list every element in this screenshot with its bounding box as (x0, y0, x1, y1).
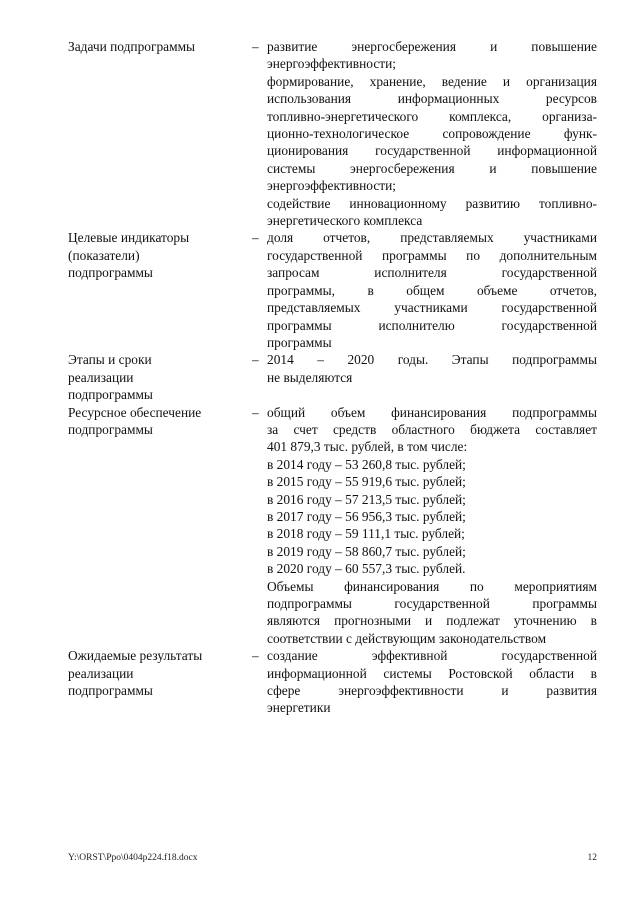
passport-row (68, 351, 598, 403)
row-dash: – (252, 39, 259, 54)
content-line: в 2016 году – 57 213,5 тыс. рублей; (267, 491, 466, 507)
content-line: не выделяются (267, 369, 353, 385)
row-label (68, 229, 252, 281)
content-line: формирование, хранение, ведение и организация (267, 73, 597, 89)
content-line: в 2018 году – 59 111,1 тыс. рублей; (267, 526, 465, 542)
content-line: системы энергосбережения и повышение (267, 160, 597, 176)
content-line: за счет средств областного бюджета составляет (267, 421, 597, 437)
passport-row (68, 404, 598, 648)
row-label-line: Ресурсное обеспечение (68, 404, 202, 420)
content-line: в 2020 году – 60 557,3 тыс. рублей. (267, 561, 466, 577)
row-label (68, 38, 252, 55)
content-line: общий объем финансирования подпрограммы (267, 404, 597, 420)
row-label-line: Этапы и сроки (68, 352, 152, 368)
content-line: энергетического комплекса (267, 213, 423, 229)
row-dash: – (252, 404, 259, 420)
row-label (68, 351, 252, 403)
content-line: 401 879,3 тыс. рублей, в том числе: (267, 439, 468, 455)
row-label-line: подпрограммы (68, 683, 153, 699)
row-label-line: Задачи подпрограммы (68, 39, 196, 54)
content-line: 2014 – 2020 годы. Этапы подпрограммы (267, 352, 597, 368)
content-line: программы, в общем объеме отчетов, (267, 282, 597, 298)
content-line: в 2019 году – 58 860,7 тыс. рублей; (267, 543, 466, 559)
row-label (68, 647, 252, 699)
content-line: сфере энергоэффективности и развития (267, 683, 597, 699)
content-line: ционно-технологическое сопровождение функ- (267, 126, 597, 142)
content-line: представляемых участниками государственной (267, 300, 597, 316)
row-content (267, 229, 597, 351)
row-dash: – (252, 230, 259, 246)
row-content (267, 351, 597, 386)
content-line: развитие энергосбережения и повышение (267, 39, 597, 54)
content-line: доля отчетов, представляемых участниками (267, 230, 597, 246)
row-label-line: подпрограммы (68, 387, 153, 403)
content-line: энергоэффективности; (267, 178, 397, 194)
passport-row (68, 647, 598, 717)
row-label (68, 404, 252, 439)
content-line: использования информационных ресурсов (267, 91, 597, 107)
row-label-line: подпрограммы (68, 421, 153, 437)
content-line: государственной программы по дополнительным (267, 247, 597, 263)
content-line: в 2017 году – 56 956,3 тыс. рублей; (267, 508, 466, 524)
content-line: ционирования государственной информационной (267, 143, 597, 159)
content-line: энергетики (267, 700, 331, 716)
row-content (267, 647, 597, 717)
row-label-line: (показатели) (68, 247, 140, 263)
footer-page-number: 12 (587, 853, 597, 863)
subprogram-passport-table (68, 38, 598, 717)
passport-row (68, 229, 598, 351)
row-label-line: подпрограммы (68, 265, 153, 281)
content-line: содействие инновационному развитию топливно- (267, 195, 597, 211)
content-line: в 2015 году – 55 919,6 тыс. рублей; (267, 474, 466, 490)
content-line: программы исполнителю государственной (267, 317, 597, 333)
row-label-line: реализации (68, 369, 134, 385)
content-line: информационной системы Ростовской области в (267, 665, 597, 681)
content-line: программы (267, 334, 332, 350)
content-line: подпрограммы государственной программы (267, 596, 597, 611)
row-label-line: Ожидаемые результаты (68, 648, 203, 664)
content-line: запросам исполнителя государственной (267, 265, 597, 281)
content-line: создание эффективной государственной (267, 648, 597, 664)
passport-row (68, 38, 598, 229)
content-line: Объемы финансирования по мероприятиям (267, 578, 597, 594)
row-content (267, 38, 597, 229)
footer-file-path: Y:\ORST\Ppo\0404p224.f18.docx (68, 853, 198, 863)
content-line: в 2014 году – 53 260,8 тыс. рублей; (267, 456, 466, 472)
content-line: соответствии с действующим законодательством (267, 630, 547, 646)
row-label-line: Целевые индикаторы (68, 230, 190, 246)
content-line: топливно-энергетического комплекса, организа- (267, 108, 597, 124)
row-content (267, 404, 597, 648)
row-dash: – (252, 352, 259, 368)
content-line: энергоэффективности; (267, 56, 397, 72)
row-label-line: реализации (68, 665, 134, 681)
content-line: являются прогнозными и подлежат уточнению в (267, 613, 597, 629)
row-dash: – (252, 648, 259, 664)
